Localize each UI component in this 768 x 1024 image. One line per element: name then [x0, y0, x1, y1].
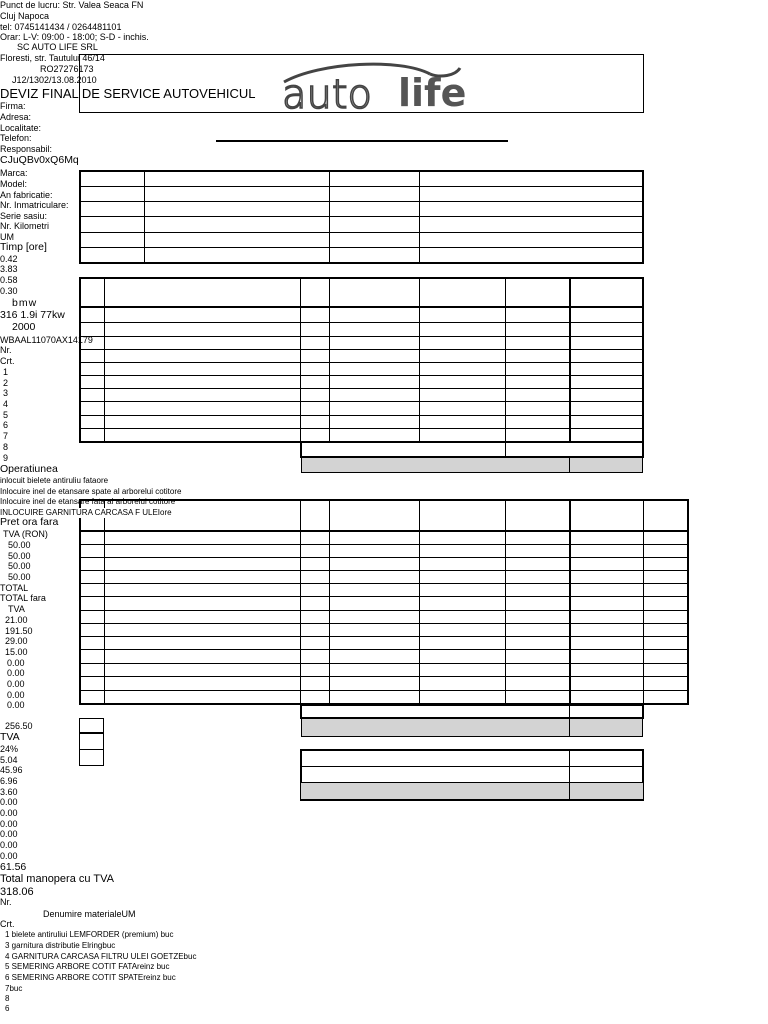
- label-responsabil: Responsabil:: [0, 144, 53, 154]
- small-box-1: [79, 718, 104, 733]
- material-6: 7buc: [5, 984, 23, 993]
- material-num-8: 8: [5, 994, 10, 1003]
- small-box-2: [79, 733, 104, 750]
- operations-table: [79, 277, 644, 443]
- time-3: 0.58: [0, 275, 18, 285]
- total-fara-4: 15.00: [5, 647, 28, 657]
- value-serie: WBAAL11070AX14179: [0, 335, 93, 345]
- ops-num-8: 8: [3, 442, 9, 452]
- total-fara-1: 21.00: [5, 615, 28, 625]
- total-label-1: TOTAL: [0, 583, 29, 593]
- ops-num-3: 3: [3, 388, 9, 398]
- total-label-2: TOTAL fara: [0, 593, 46, 603]
- labor-subtotal-row: [300, 704, 644, 719]
- city: Cluj Napoca: [0, 11, 50, 21]
- tva-9: 0.00: [0, 840, 18, 850]
- tva-3: 6.96: [0, 776, 18, 786]
- ops-num-9: 9: [3, 453, 9, 463]
- label-nr-inm: Nr. Inmatriculare:: [0, 200, 69, 210]
- tva-7: 0.00: [0, 819, 18, 829]
- label-telefon: Telefon:: [0, 133, 32, 143]
- total-fara-8: 0.00: [7, 690, 25, 700]
- label-serie: Serie sasiu:: [0, 211, 48, 221]
- materials-crt: Crt.: [0, 919, 15, 929]
- value-model: 316 1.9i 77kw: [0, 309, 65, 321]
- ops-operatiunea: Operatiunea: [0, 463, 58, 475]
- ops-num-2: 2: [3, 378, 9, 388]
- materials-nr: Nr.: [0, 897, 12, 907]
- total-fara-6: 0.00: [7, 668, 25, 678]
- total-fara-7: 0.00: [7, 679, 25, 689]
- vehicle-table: [79, 170, 644, 264]
- company-name: SC AUTO LIFE SRL: [17, 42, 98, 52]
- ops-num-1: 1: [3, 367, 9, 377]
- label-firma: Firma:: [0, 101, 26, 111]
- document-title: DEVIZ FINAL DE SERVICE AUTOVEHICUL: [0, 86, 256, 101]
- time-1: 0.42: [0, 254, 18, 264]
- small-box-3: [79, 749, 104, 766]
- ops-num-5: 5: [3, 410, 9, 420]
- tva-percent: 24%: [0, 744, 19, 754]
- price-header-2: TVA (RON): [3, 529, 48, 539]
- doc-code: CJuQBv0xQ6Mq: [0, 154, 79, 166]
- ops-subtotal-row: [300, 441, 644, 458]
- total-label-3: TVA: [8, 604, 25, 614]
- company-reg: J12/1302/13.08.2010: [12, 75, 97, 85]
- tva-5: 0.00: [0, 797, 18, 807]
- label-timp: Timp [ore]: [0, 241, 47, 253]
- company-address: Floresti, str. Tautului 46/14: [0, 53, 105, 63]
- price-header-1: Pret ora fara: [0, 516, 59, 528]
- ops-num-6: 6: [3, 420, 9, 430]
- operation-4: INLOCUIRE GARNITURA CARCASA F ULEIore: [0, 508, 172, 517]
- materials-denumire: Denumire materialeUM: [43, 909, 136, 919]
- operation-3: Inlocuire inel de etansare fata al arborelui cotitore: [0, 497, 176, 506]
- manopera-label: Total manopera cu TVA: [0, 873, 114, 885]
- total-fara-2: 191.50: [5, 626, 33, 636]
- total-fara-9: 0.00: [7, 700, 25, 710]
- operation-1: inlocuit bielete antiruliu fataore: [0, 476, 109, 485]
- material-3: 4 GARNITURA CARCASA FILTRU ULEI GOETZEbuc: [5, 952, 197, 961]
- ops-nr: Nr.: [0, 345, 12, 355]
- material-1: 1 bielete antiruliui LEMFORDER (premium) buc: [5, 930, 174, 939]
- price-3: 50.00: [8, 561, 31, 571]
- autolife-logo: [280, 60, 495, 112]
- material-num-6: 6: [5, 1004, 10, 1013]
- time-4: 0.30: [0, 286, 18, 296]
- work-point: Punct de lucru: Str. Valea Seaca FN: [0, 0, 144, 10]
- time-2: 3.83: [0, 264, 18, 274]
- value-an: 2000: [12, 321, 36, 333]
- material-5: 6 SEMERING ARBORE COTIT SPATEreinz buc: [5, 973, 176, 982]
- tva-4: 3.60: [0, 787, 18, 797]
- price-2: 50.00: [8, 551, 31, 561]
- ops-num-4: 4: [3, 399, 9, 409]
- total-fara-3: 29.00: [5, 636, 28, 646]
- grand-total-row: [301, 782, 643, 799]
- operation-2: Inlocuire inel de etansare spate al arborelui cotitore: [0, 487, 182, 496]
- label-marca: Marca:: [0, 168, 28, 178]
- tva-8: 0.00: [0, 829, 18, 839]
- tva-sum-extra: 0.00: [0, 851, 18, 861]
- price-1: 50.00: [8, 540, 31, 550]
- label-localitate: Localitate:: [0, 123, 42, 133]
- tva-2: 45.96: [0, 765, 23, 775]
- ops-crt: Crt.: [0, 356, 15, 366]
- label-km: Nr. Kilometri: [0, 221, 50, 231]
- material-2: 3 garnitura distributie Elringbuc: [5, 941, 116, 950]
- label-an: An fabricatie:: [0, 190, 53, 200]
- signature-line: [216, 140, 508, 142]
- value-marca: bmw: [12, 297, 38, 309]
- tva-sum: 61.56: [0, 861, 27, 873]
- sum-fara: 256.50: [5, 721, 33, 731]
- ops-total-row: [301, 457, 643, 473]
- tva-6: 0.00: [0, 808, 18, 818]
- schedule: Orar: L-V: 09:00 - 18:00; S-D - inchis.: [0, 32, 149, 42]
- total-fara-5: 0.00: [7, 658, 25, 668]
- company-cui: RO27276173: [40, 64, 94, 74]
- label-model: Model:: [0, 179, 28, 189]
- price-4: 50.00: [8, 572, 31, 582]
- tva-1: 5.04: [0, 755, 18, 765]
- svg-text:life: life: [398, 71, 467, 112]
- tva-label: TVA: [0, 731, 20, 743]
- label-um: UM: [0, 232, 14, 242]
- labor-total-row: [301, 718, 643, 737]
- phone: tel: 0745141434 / 0264481101: [0, 22, 122, 32]
- ops-num-7: 7: [3, 431, 9, 441]
- label-adresa: Adresa:: [0, 112, 32, 122]
- svg-text:auto: auto: [282, 72, 373, 112]
- material-4: 5 SEMERING ARBORE COTIT FATAreinz buc: [5, 962, 170, 971]
- manopera-value: 318.06: [0, 886, 34, 898]
